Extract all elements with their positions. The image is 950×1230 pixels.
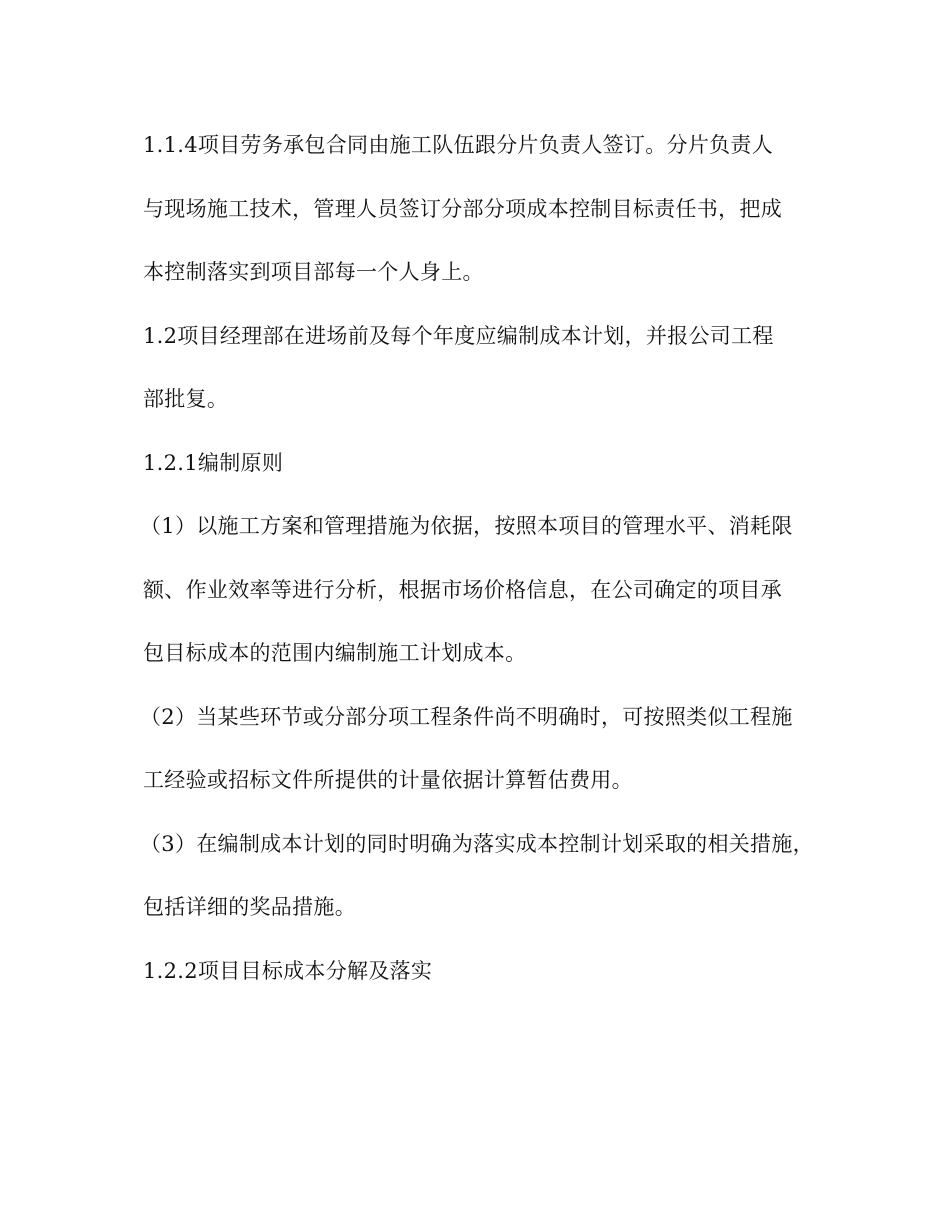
text-line-3: 本控制落实到项目部每一个人身上。 <box>143 260 484 284</box>
section-heading-1-2: 1.2项目经理部在进场前及每个年度应编制成本计划，并报公司工程 <box>143 323 774 348</box>
text-line-1: 1.1.4项目劳务承包合同由施工队伍跟分片负责人签订。分片负责人 <box>143 133 774 157</box>
list-item-2-line-2: 工经验或招标文件所提供的计量依据计算暂估费用。 <box>143 768 633 792</box>
section-heading-1-2-1: 1.2.1编制原则 <box>143 450 284 475</box>
text-line-2: 与现场施工技术，管理人员签订分部分项成本控制目标责任书，把成 <box>143 196 782 221</box>
text-line-5: 部批复。 <box>143 387 229 411</box>
list-item-1-line-1: （1）以施工方案和管理措施为依据，按照本项目的管理水平、消耗限 <box>140 514 793 538</box>
document-body <box>140 128 843 1017</box>
list-item-1-line-3: 包目标成本的范围内编制施工计划成本。 <box>143 641 527 665</box>
list-item-3-line-1: （3）在编制成本计划的同时明确为落实成本控制计划采取的相关措施， <box>140 831 814 856</box>
list-item-3-line-2: 包括详细的奖品措施。 <box>143 895 356 919</box>
list-item-1-line-2: 额、作业效率等进行分析，根据市场价格信息，在公司确定的项目承 <box>143 577 782 602</box>
section-heading-1-2-2: 1.2.2项目目标成本分解及落实 <box>143 958 433 983</box>
list-item-2-line-1: （2）当某些环节或分部分项工程条件尚不明确时，可按照类似工程施 <box>140 704 793 729</box>
